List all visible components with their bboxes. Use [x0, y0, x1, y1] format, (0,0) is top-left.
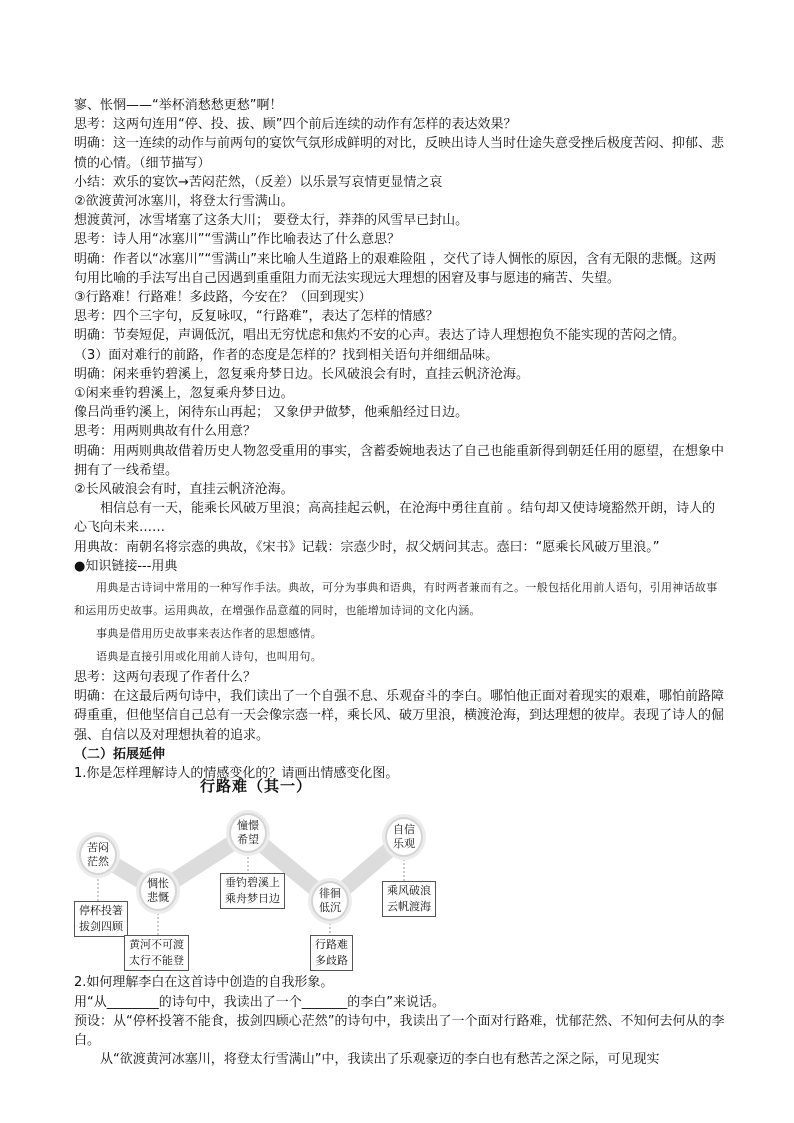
answer-paragraph: 明确：节奏短促，声调低沉，唱出无穷忧虑和焦灼不安的心声。表达了诗人理想抱负不能实现的苦闷之情。 — [74, 328, 686, 344]
quote-box — [310, 935, 353, 971]
box-line: 太行不能登 — [129, 954, 184, 968]
note-paragraph: 事典是借用历史故事来表达作者的思想感情。 — [96, 627, 322, 641]
question-line: （3）面对难行的前路，作者的态度是怎样的？找到相关语句并细细品味。 — [74, 347, 499, 363]
quote-box — [124, 935, 189, 971]
emotion-change-diagram — [74, 777, 474, 973]
question-line: 思考：用两则典故有什么用意？ — [74, 424, 257, 440]
node-label: 自信 乐观 — [393, 823, 415, 851]
knowledge-link-heading: ●知识链接---用典 — [74, 558, 178, 574]
question-line: 思考：诗人用“冰塞川”“雪满山”作比喻表达了什么意思？ — [74, 232, 400, 248]
node-label: 徘徊 低沉 — [319, 887, 341, 915]
quote-box — [382, 881, 436, 917]
translation-line: 想渡黄河，冰雪堵塞了这条大川； 要登太行，莽莽的风雪早已封山。 — [74, 213, 469, 229]
box-line: 拔剑四顾 — [79, 920, 123, 934]
box-line: 黄河不可渡 — [129, 938, 184, 952]
note-paragraph: 用典是古诗词中常用的一种写作手法。典故，可分为事典和语典，有时两者兼而有之。一般包括化用前人语句，引用神话故事和运用历史故事。运用典故，在增强作品意蕴的同时，也能增加诗词的文化内涵。 — [74, 581, 718, 618]
translation-paragraph: 相信总有一天，能乘长风破万里浪；高高挂起云帆，在沧海中勇往直前 。结句却又使诗境豁然开朗，诗人的心飞向未来…… — [74, 501, 716, 536]
box-line: 多歧路 — [315, 954, 348, 968]
answer-paragraph: 明确：在这最后两句诗中，我们读出了一个自强不息、乐观奋斗的李白。哪怕他正面对着现实的艰难，哪怕前路障碍重重，但他坚信自己总有一天会像宗悫一样，乘长风、破万里浪，横渡沧海，到达理想的彼岸。表现了诗人的倔强、自信以及对理想执着的追求。 — [74, 689, 725, 743]
section-heading: （二）拓展延伸 — [74, 746, 166, 762]
summary-line: 小结：欢乐的宴饮→苦闷茫然，（反差）以乐景写哀情更显情之哀 — [74, 174, 443, 190]
answer-paragraph: 明确：作者以“冰塞川”“雪满山”来比喻人生道路上的艰难险阻 ，交代了诗人惆怅的原因，含有无限的悲慨。这两句用比喻的手法写出自己因遇到重重阻力而无法实现远大理想的困窘及事与愿违的痛苦、失望。 — [74, 251, 717, 286]
answer-paragraph: 明确：用两则典故借着历史人物忽受重用的事实，含蓄委婉地表达了自己也能重新得到朝廷任用的愿望，在想象中拥有了一线希望。 — [74, 443, 725, 478]
node-label: 憧憬 希望 — [237, 819, 259, 847]
answer-line: 明确：闲来垂钓碧溪上，忽复乘舟梦日边。长风破浪会有时，直挂云帆济沧海。 — [74, 366, 530, 382]
poem-line: ②欲渡黄河冰塞川，将登太行雪满山。 — [74, 194, 294, 210]
node-label: 惆怅 悲慨 — [147, 877, 169, 905]
poem-line: ③行路难！行路难！多歧路，今安在？（回到现实） — [74, 290, 372, 306]
preset-paragraph: 从“欲渡黄河冰塞川，将登太行雪满山”中，我读出了乐观豪迈的李白也有愁苦之深之际，可见现实 — [100, 1052, 660, 1068]
preset-paragraph: 预设：从“停杯投箸不能食，拔剑四顾心茫然”的诗句中，我读出了一个面对行路难，忧郁茫然、不知何去何从的李白。 — [74, 1013, 725, 1048]
box-line: 垂钓碧溪上 — [225, 876, 280, 890]
knowledge-note — [74, 576, 726, 668]
box-line: 乘舟梦日边 — [225, 892, 280, 906]
question-line: 2.如何理解李白在这首诗中创造的自我形象。 — [74, 975, 334, 991]
note-paragraph: 语典是直接引用或化用前人诗句，也叫用句。 — [96, 650, 322, 664]
text-line: 寥、怅惘——“举杯消愁愁更愁”啊！ — [74, 98, 283, 113]
box-line: 云帆渡海 — [387, 900, 431, 914]
box-line: 行路难 — [315, 938, 348, 952]
instruction-line: 用“从________的诗句中，我读出了一个_______的李白”来说话。 — [74, 994, 445, 1010]
poem-line: ①闲来垂钓碧溪上，忽复乘舟梦日边。 — [74, 386, 294, 402]
translation-line: 像吕尚垂钓溪上，闲待东山再起； 又象伊尹做梦，他乘船经过日边。 — [74, 405, 469, 421]
box-line: 停杯投箸 — [79, 904, 123, 918]
diagram-title: 行路难（其一） — [200, 777, 313, 796]
quote-box — [220, 873, 285, 909]
document-page — [74, 96, 726, 1069]
question-line: 思考：四个三字句，反复咏叹，“行路难”，表达了怎样的情感？ — [74, 309, 439, 325]
question-line: 思考：这两句表现了作者什么？ — [74, 670, 257, 686]
quote-box — [74, 901, 128, 937]
node-label: 苦闷 茫然 — [87, 841, 109, 869]
box-line: 乘风破浪 — [387, 884, 431, 898]
allusion-line: 用典故：南朝名将宗悫的典故，《宋书》记载：宗悫少时，叔父炳问其志。悫曰：“愿乘长风破万里浪。” — [74, 539, 660, 555]
question-line: 思考：这两句连用“停、投、拔、顾”四个前后连续的动作有怎样的表达效果？ — [74, 117, 517, 133]
question-line: 1.你是怎样理解诗人的情感变化的？请画出情感变化图。 — [74, 766, 399, 782]
answer-paragraph: 明确：这一连续的动作与前两句的宴饮气氛形成鲜明的对比，反映出诗人当时仕途失意受挫后极度苦闷、抑郁、悲愤的心情。（细节描写） — [74, 136, 725, 171]
poem-line: ②长风破浪会有时，直挂云帆济沧海。 — [74, 482, 294, 498]
